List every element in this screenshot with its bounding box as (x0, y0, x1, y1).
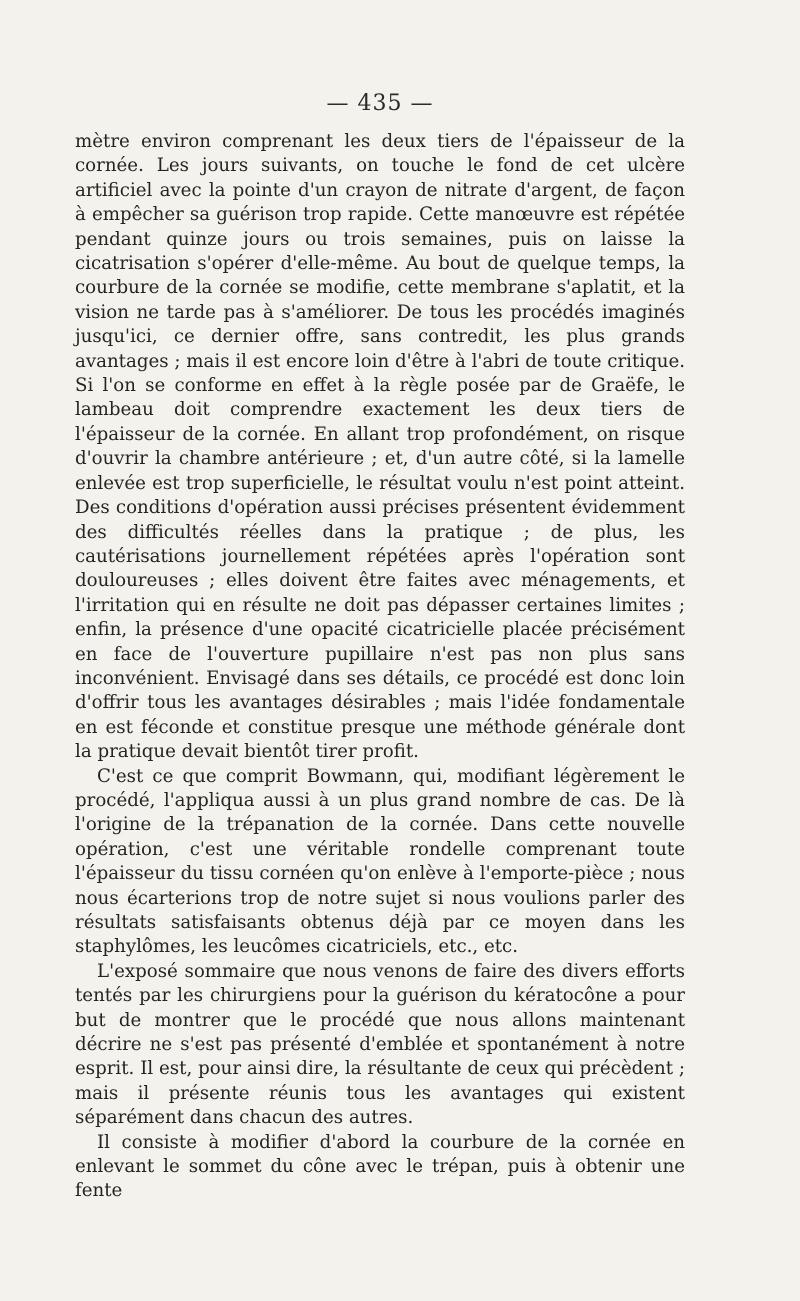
paragraph-4: Il consiste à modifier d'abord la courbure de la cornée en enlevant le sommet du cône avec le trépan, puis à obtenir une fente (75, 1131, 685, 1202)
paragraph-2: C'est ce que comprit Bowmann, qui, modifiant légèrement le procédé, l'appliqua aussi à un plus grand nombre de cas. De là l'origine de la trépanation de la cornée. Dans cette nouvelle opération, c'est une véritable rondelle comprenant toute l'épaisseur du tissu cornéen qu'on enlève à l'emporte-pièce ; nous nous écarterions trop de notre sujet si nous voulions parler des résultats satisfaisants obtenus déjà par ce moyen dans les staphylômes, les leucômes cicatriciels, etc., etc. (75, 765, 685, 958)
page-number: — 435 — (326, 91, 434, 116)
paragraph-1: mètre environ comprenant les deux tiers de l'épaisseur de la cornée. Les jours suivants, on touche le fond de cet ulcère artificiel avec la pointe d'un crayon de nitrate d'argent, de façon à empêcher sa guérison trop rapide. Cette manœuvre est répétée pendant quinze jours ou trois semaines, puis on laisse la cicatrisation s'opérer d'elle-même. Au bout de quelque temps, la courbure de la cornée se modifie, cette membrane s'aplatit, et la vision ne tarde pas à s'améliorer. De tous les procédés imaginés jusqu'ici, ce dernier offre, sans contredit, les plus grands avantages ; mais il est encore loin d'être à l'abri de toute critique. Si l'on se conforme en effet à la règle posée par de Graëfe, le lambeau doit comprendre exactement les deux tiers de l'épaisseur de la cornée. En allant trop profondément, on risque d'ouvrir la chambre antérieure ; et, d'un autre côté, si la lamelle enlevée est trop superficielle, le résultat voulu n'est point atteint. Des conditions d'opération aussi précises présentent évidemment des difficultés réelles dans la pratique ; de plus, les cautérisations journellement répétées après l'opération sont douloureuses ; elles doivent être faites avec ménagements, et l'irritation qui en résulte ne doit pas dépasser certaines limites ; enfin, la présence d'une opacité cicatricielle placée précisément en face de l'ouverture pupillaire n'est pas non plus sans inconvénient. Envisagé dans ses détails, ce procédé est donc loin d'offrir tous les avantages désirables ; mais l'idée fondamentale en est féconde et constitue presque une méthode générale dont la pratique devait bientôt tirer profit. (75, 131, 685, 763)
body-text (75, 130, 685, 1204)
paragraph-3: L'exposé sommaire que nous venons de faire des divers efforts tentés par les chirurgiens pour la guérison du kératocône a pour but de montrer que le procédé que nous allons maintenant décrire ne s'est pas présenté d'emblée et spontanément à notre esprit. Il est, pour ainsi dire, la résultante de ceux qui précèdent ; mais il présente réunis tous les avantages qui existent séparément dans chacun des autres. (75, 960, 685, 1129)
